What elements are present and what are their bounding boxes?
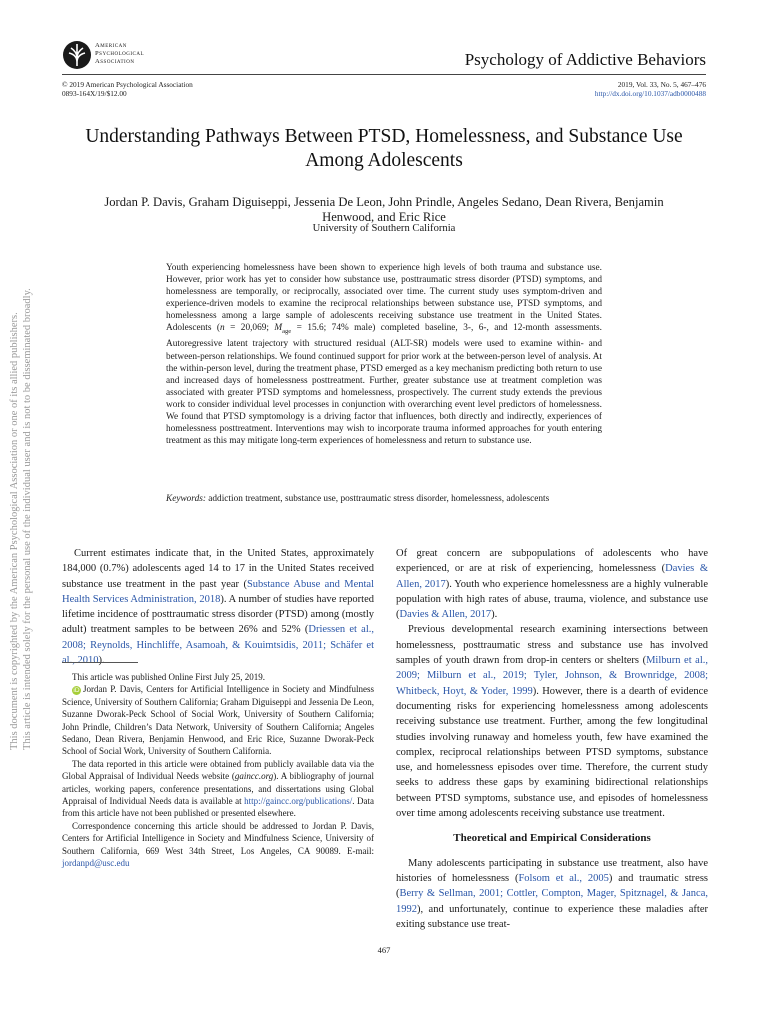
footnote-published: This article was published Online First July 25, 2019. bbox=[72, 672, 265, 682]
body-text: Many adolescents participating in substance use treatment, also have histories of homelessness ( bbox=[396, 857, 708, 884]
body-text: ). A number of studies have reported lifetime incidence of posttraumatic stress disorder (PTSD) among (mostly adult) treatment samples to be between 26% and 52% ( bbox=[62, 593, 374, 636]
footnote-site: gaincc.org bbox=[234, 771, 274, 782]
footnote-rule bbox=[62, 662, 138, 663]
logo-line: Association bbox=[95, 58, 135, 65]
body-text: ). However, there is a dearth of evidence documenting risks for experiencing homelessness among adolescents receiving substance use treatment. Further, among the few longitudinal studies involving runaway and homeless youth, few have examined the complex, reciprocal relationships between PTSD symptoms, substance use, and homelessness episodes over time. Therefore, the current study seeks to address these gaps by examining bidirectional relationships between PTSD symptoms, substance use, and episodes of homelessness over time among adolescents receiving substance use treatment. bbox=[396, 685, 708, 820]
side-notice-line: This document is copyrighted by the American Psychological Association or one of its allied publishers. bbox=[9, 312, 20, 750]
footnote-correspondence bbox=[62, 820, 374, 870]
abstract-n-symbol: n bbox=[220, 323, 225, 334]
footnote-text: Correspondence concerning this article should be addressed to Jordan P. Davis, Centers for Artificial Intelligence in Society and Mindfulness Science, University of Southern California, 669 West 34th Street, Los Angeles, CA 90089. E-mail: bbox=[62, 820, 374, 856]
footnote-text: . Data from this article have not been published or presented elsewhere. bbox=[62, 796, 374, 819]
footnote-affiliations bbox=[62, 683, 374, 757]
abstract-n-value: = 20,069; bbox=[224, 323, 275, 334]
affiliation: University of Southern California bbox=[312, 223, 456, 234]
footnote-text: The data reported in this article were obtained from publicly available data via the Global Appraisal of Individual Needs website ( bbox=[62, 758, 374, 782]
body-paragraph bbox=[62, 546, 374, 668]
body-text: Current estimates indicate that, in the United States, approximately 184,000 (0.7%) adolescents aged 14 to 17 in the United States received substance use treatment in the past year ( bbox=[62, 548, 374, 590]
abstract-m-symbol: M bbox=[274, 323, 283, 334]
keywords bbox=[166, 493, 602, 505]
body-paragraph bbox=[396, 546, 708, 622]
section-heading: Theoretical and Empirical Considerations bbox=[453, 832, 651, 845]
citation-line: 2019, Vol. 33, No. 5, 467–476 bbox=[617, 80, 706, 89]
citation-link[interactable]: Substance Abuse and Mental Health Services Administration, 2018 bbox=[62, 578, 374, 605]
body-text: ). bbox=[491, 609, 498, 621]
keywords-label: Keywords: bbox=[166, 494, 206, 504]
issn-line: 0893-164X/19/$12.00 bbox=[62, 89, 127, 98]
side-notice-line: This article is intended solely for the personal use of the individual user and is not to be disseminated broadly. bbox=[22, 288, 33, 750]
footnote-text: Jordan P. Davis, Centers for Artificial Intelligence in Society and Mindfulness Science, University of Southern California; Graham Diguiseppi and Jessenia De Leon, Suzanne Dworak-Peck School of Social Work, University of Southern California; John Prindle, Children’s Data Network, University of Southern California; Angeles Sedano, Dean Rivera, Benjamin Henwood, and Eric Rice, Suzanne Dworak-Peck School of Social Work, University of Southern California. bbox=[62, 684, 374, 757]
doi-link[interactable]: http://dx.doi.org/10.1037/adb0000488 bbox=[594, 89, 706, 98]
citation-link[interactable]: Berry & Sellman, 2001; Cottler, Compton, Mager, Spitznagel, & Janca, 1992 bbox=[396, 888, 708, 915]
author-list: Jordan P. Davis, Graham Diguiseppi, Jessenia De Leon, John Prindle, Angeles Sedano, Dean Rivera, Benjamin Henwood, and Eric Rice bbox=[104, 195, 664, 224]
body-paragraph bbox=[396, 856, 708, 932]
citation-link[interactable]: Folsom et al., 2005 bbox=[518, 872, 609, 884]
abstract-text: = 15.6; 74% male) completed baseline, 3-, 6-, and 12-month assessments. Autoregressive latent trajectory with structured residual (ALT-SR) models were used to examine within- and between-person relationships. We found continued support for prior work at the between-person level of analysis. At the within-person level, during the treatment phase, PTSD emerged as a key mechanism predicting both return to use and increased days of homelessness posttreatment. Further, greater substance use at treatment completion was associated with greater PTSD symptoms and homelessness, prospectively. The current study extends the previous work to consider individual level processes in conjunction with overarching event level predictors of homelessness. We found that PTSD symptomology is a driving factor that influences, both directly and indirectly, experiences of homelessness posttreatment. Interventions may wish to incorporate trauma informed approaches for youth entering treatment as this may mitigate long-term experiences of homelessness and return to substance use. bbox=[166, 323, 602, 447]
copyright-block bbox=[62, 80, 193, 98]
orcid-icon[interactable]: iD bbox=[73, 687, 80, 695]
citation-link[interactable]: Milburn et al., 2009; Milburn et al., 2019; Tyler, Johnson, & Brownridge, 2008; Whitbeck, Hoyt, & Yoder, 1999 bbox=[396, 655, 708, 697]
footnote-text: ). A bibliography of journal articles, working papers, conference presentations, and dissertations using Global Appraisal of Individual Needs data is available at bbox=[62, 771, 374, 807]
keywords-text: addiction treatment, substance use, posttraumatic stress disorder, homelessness, adolescents bbox=[205, 494, 550, 504]
logo-line: Psychological bbox=[95, 50, 145, 57]
page-number: 467 bbox=[377, 945, 391, 955]
body-text: Previous developmental research examining intersections between homelessness, posttraumatic stress and substance use has involved samples of youth drawn from drop-in centers or shelters ( bbox=[396, 624, 708, 667]
body-text: ), and unfortunately, continue to experience these maladies after exiting substance use treat- bbox=[396, 903, 708, 930]
journal-title: Psychology of Addictive Behaviors bbox=[464, 50, 706, 69]
apa-logo bbox=[62, 40, 182, 70]
article-title: Understanding Pathways Between PTSD, Homelessness, and Substance Use Among Adolescents bbox=[85, 126, 683, 171]
header-rule bbox=[62, 74, 706, 75]
abstract-text: Youth experiencing homelessness have been shown to experience high levels of both trauma and substance use. However, prior work has yet to consider how substance use, posttraumatic stress disorder (PTSD) symptoms, and homelessness are temporally, or reciprocally, associated over time. The current study uses symptom-driven and experience-driven models to examine the reciprocal relationships between substance use, PTSD symptoms, and homelessness among a large sample of adolescents receiving substance use treatment in the United States. Adolescents ( bbox=[166, 263, 602, 334]
body-text: ) and traumatic stress ( bbox=[396, 872, 708, 900]
email-link[interactable]: jordanpd@usc.edu bbox=[62, 858, 130, 869]
body-text: ). bbox=[98, 655, 105, 667]
copyright-line: © 2019 American Psychological Association bbox=[62, 80, 193, 89]
body-text: ). Youth who experience homelessness are a highly vulnerable population with high rates of abuse, trauma, violence, and substance use ( bbox=[396, 578, 709, 621]
logo-line: American bbox=[95, 42, 127, 49]
citation-link[interactable]: Davies & Allen, 2017 bbox=[399, 609, 492, 621]
citation-link[interactable]: Davies & Allen, 2017 bbox=[396, 563, 709, 590]
apa-logo-icon bbox=[62, 40, 92, 70]
right-column bbox=[396, 546, 708, 932]
footnotes bbox=[62, 671, 374, 870]
abstract bbox=[166, 262, 602, 447]
citation-link[interactable]: Driessen et al., 2008; Reynolds, Hinchliffe, Asamoah, & Kouimtsidis, 2011; Schäfer et al., 2010 bbox=[62, 624, 374, 667]
footnote-data bbox=[62, 758, 374, 820]
citation-block bbox=[595, 80, 706, 98]
side-copyright-notice bbox=[8, 270, 38, 750]
body-paragraph bbox=[396, 622, 708, 821]
apa-logo-text bbox=[95, 42, 144, 66]
abstract-m-subscript: age bbox=[282, 328, 292, 336]
body-text: Of great concern are subpopulations of adolescents who have experienced, or are at risk of experiencing, homelessness ( bbox=[396, 548, 708, 575]
left-column bbox=[62, 546, 374, 668]
publications-link[interactable]: http://gaincc.org/publications/ bbox=[244, 796, 353, 807]
